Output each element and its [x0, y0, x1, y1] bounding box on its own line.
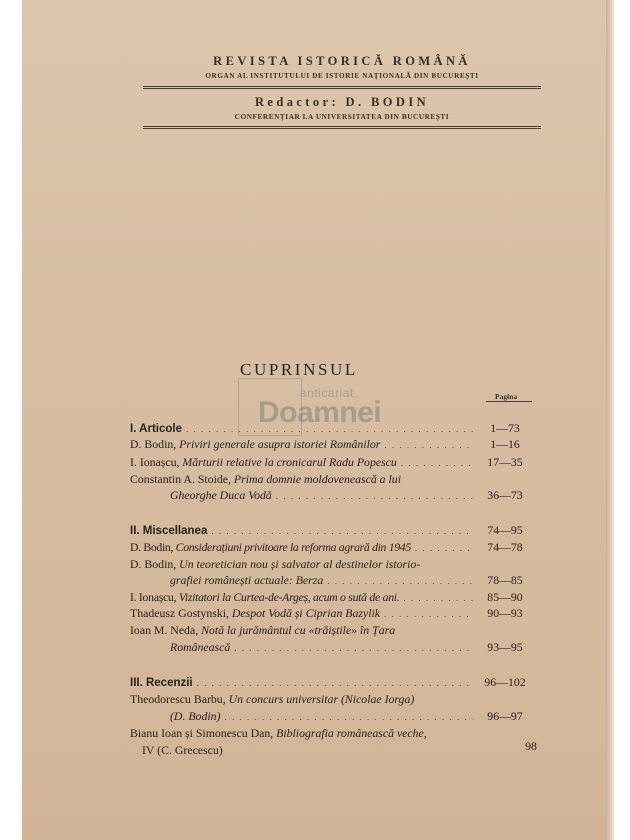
toc-section-heading	[130, 523, 533, 538]
watermark-big-text: Doamnei	[258, 396, 382, 429]
toc-entry	[130, 606, 533, 621]
dot-leader	[276, 489, 473, 503]
entry-pages: 1—16	[490, 437, 520, 451]
dot-leader	[186, 422, 473, 436]
entry-author: D. Bodin,	[130, 437, 177, 451]
entry-author: I. Ionașcu,	[130, 455, 180, 469]
page-column-label: Pagina	[495, 392, 518, 401]
entry-title: Vizitatori la Curtea-de-Argeș, acum o sută de ani.	[178, 590, 400, 604]
toc-entry-continuation	[170, 488, 533, 503]
entry-author: Theodorescu Barbu,	[130, 692, 226, 706]
entry-author: Ioan M. Neda,	[130, 623, 199, 637]
header-rule	[143, 88, 541, 89]
entry-pages: 96—97	[487, 709, 523, 723]
toc-entry	[130, 455, 533, 470]
entry-author: I. Ionașcu,	[130, 590, 177, 604]
entry-title: Bibliografia românească veche,	[276, 726, 427, 740]
toc-entry	[130, 437, 533, 452]
entry-title: Un teoretician nou și salvator al destinelor istorio-	[179, 557, 421, 571]
entry-pages: 93—95	[487, 640, 523, 654]
dot-leader	[384, 607, 473, 621]
toc-entry-continuation	[142, 743, 223, 758]
header-rule	[143, 126, 541, 127]
entry-title-continuation: Gheorghe Duca Vodă	[170, 488, 272, 502]
entry-author: D. Bodin,	[130, 540, 174, 554]
entry-pages: 74—78	[487, 540, 523, 554]
entry-title: Un concurs universitar (Nicolae Iorga)	[228, 692, 415, 706]
entry-title: Despot Vodă și Ciprian Bazylik	[231, 606, 381, 620]
entry-title: Considerațiuni privitoare la reforma agrară din 1945	[175, 540, 411, 554]
editor-role: CONFERENȚIAR LA UNIVERSITATEA DIN BUCUREȘTI	[234, 113, 450, 121]
toc-entry-line	[130, 472, 401, 487]
journal-title: REVISTA ISTORICĂ ROMÂNĂ	[213, 54, 471, 68]
toc-entry-line	[130, 726, 427, 741]
section-label: III. Recenzii	[130, 677, 193, 689]
toc-section-heading	[130, 675, 533, 690]
journal-subtitle: ORGAN AL INSTITUTULUI DE ISTORIE NAȚIONALĂ DIN BUCUREȘTI	[205, 72, 479, 80]
entry-title-continuation: grafiei românești actuale: Berza	[170, 573, 324, 587]
entry-pages: 78—85	[487, 573, 523, 587]
entry-title: Prima domnie moldovenească a lui	[233, 472, 401, 486]
toc-entry	[130, 590, 533, 605]
entry-title: Notă la jurământul cu «trăiștile» în Țara	[201, 623, 396, 637]
dot-leader	[327, 574, 473, 588]
entry-pages: 17—35	[487, 455, 523, 469]
entry-title-continuation: IV (C. Grecescu)	[142, 743, 223, 757]
toc-entry-line	[130, 692, 414, 707]
entry-pages: 98	[525, 739, 537, 753]
page-column-rule	[486, 401, 532, 402]
header-rule	[143, 86, 541, 87]
section-label: I. Articole	[130, 423, 182, 435]
dot-leader	[197, 676, 473, 690]
entry-pages: 90—93	[487, 606, 523, 620]
header-rule	[143, 128, 541, 129]
toc-entry-continuation	[170, 573, 533, 588]
toc-section-heading	[130, 421, 533, 436]
dot-leader	[211, 524, 473, 538]
section-pages: 96—102	[484, 675, 526, 689]
entry-pages: 85—90	[487, 590, 523, 604]
dot-leader	[415, 541, 473, 555]
entry-author: Bianu Ioan și Simonescu Dan,	[130, 726, 274, 740]
toc-entry-continuation	[170, 709, 533, 724]
toc-entry-continuation	[170, 640, 533, 655]
section-pages: 74—95	[487, 523, 523, 537]
entry-title-continuation: Românească	[170, 640, 231, 654]
dot-leader	[224, 710, 473, 724]
editor-line: Redactor: D. BODIN	[254, 95, 430, 109]
entry-title-continuation: (D. Bodin)	[170, 709, 221, 723]
dot-leader	[234, 641, 473, 655]
entry-author: Constantin A. Stoide,	[130, 472, 231, 486]
entry-author: D. Bodin,	[130, 557, 177, 571]
toc-title: CUPRINSUL	[240, 360, 358, 379]
dot-leader	[401, 456, 473, 470]
watermark-small-text: anticariat	[300, 386, 354, 400]
section-pages: 1—73	[490, 421, 520, 435]
section-label: II. Miscellanea	[130, 525, 208, 537]
entry-author: Thadeusz Gostynski,	[130, 606, 229, 620]
toc-entry-line	[130, 557, 420, 572]
toc-entry-line	[130, 623, 395, 638]
entry-title: Priviri generale asupra istoriei Românilor	[179, 437, 381, 451]
dot-leader	[403, 591, 473, 605]
page-edge	[606, 0, 614, 840]
entry-pages: 36—73	[487, 488, 523, 502]
entry-title: Mărturii relative la cronicarul Radu Popescu	[182, 455, 397, 469]
toc-entry	[130, 540, 533, 555]
dot-leader	[384, 438, 473, 452]
